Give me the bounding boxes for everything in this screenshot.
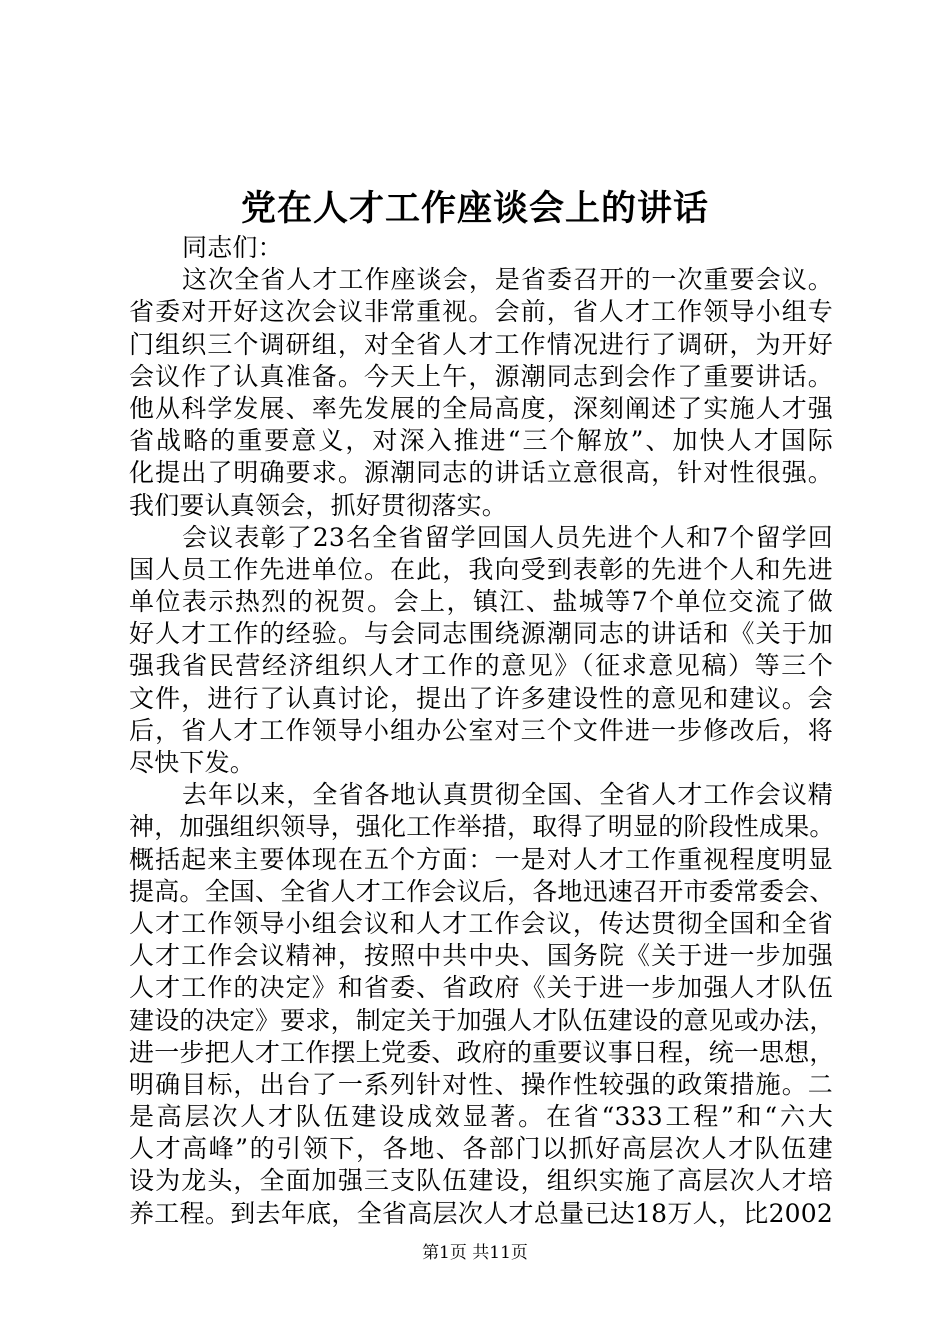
text-line: 后，省人才工作领导小组办公室对三个文件进一步修改后，将 [129,715,833,745]
text-line: 这次全省人才工作座谈会，是省委召开的一次重要会议。 [182,265,833,295]
text-line: 人才高峰”的引领下，各地、各部门以抓好高层次人才队伍建 [129,1134,833,1164]
text-line: 国人员工作先进单位。在此，我向受到表彰的先进个人和先进 [129,554,833,584]
text-line: 单位表示热烈的祝贺。会上，镇江、盐城等7个单位交流了做 [129,587,833,617]
text-line: 他从科学发展、率先发展的全局高度，深刻阐述了实施人才强 [129,393,833,423]
text-line: 明确目标，出台了一系列针对性、操作性较强的政策措施。二 [129,1069,833,1099]
text-line: 是高层次人才队伍建设成效显著。在省“333工程”和“六大 [129,1102,833,1132]
text-line: 去年以来，全省各地认真贯彻全国、全省人才工作会议精 [182,780,833,810]
text-line: 强我省民营经济组织人才工作的意见》（征求意见稿）等三个 [129,651,833,681]
text-line: 省委对开好这次会议非常重视。会前，省人才工作领导小组专 [129,297,833,327]
text-line: 提高。全国、全省人才工作会议后，各地迅速召开市委常委会、 [129,876,835,906]
text-line: 好人才工作的经验。与会同志围绕源潮同志的讲话和《关于加 [129,619,833,649]
text-line: 设为龙头，全面加强三支队伍建设，组织实施了高层次人才培 [129,1166,833,1196]
text-line: 文件，进行了认真讨论，提出了许多建设性的意见和建议。会 [129,683,833,713]
text-line: 养工程。到去年底，全省高层次人才总量已达18万人，比2002 [129,1198,833,1228]
text-line: 我们要认真领会，抓好贯彻落实。 [129,490,508,520]
text-line: 会议表彰了23名全省留学回国人员先进个人和7个留学回 [182,522,833,552]
page-footer: 第1页 共11页 [422,1243,528,1263]
text-line: 人才工作领导小组会议和人才工作会议，传达贯彻全国和全省 [129,908,833,938]
text-line: 同志们： [182,233,283,262]
text-line: 门组织三个调研组，对全省人才工作情况进行了调研，为开好 [129,329,833,359]
text-line: 人才工作的决定》和省委、省政府《关于进一步加强人才队伍 [129,973,833,1003]
text-line: 概括起来主要体现在五个方面：一是对人才工作重视程度明显 [129,844,833,874]
document-title: 党在人才工作座谈会上的讲话 [240,188,709,229]
text-line: 人才工作会议精神，按照中共中央、国务院《关于进一步加强 [129,941,833,971]
text-line: 省战略的重要意义，对深入推进“三个解放”、加快人才国际 [129,426,833,456]
text-line: 会议作了认真准备。今天上午，源潮同志到会作了重要讲话。 [129,361,833,391]
text-line: 尽快下发。 [129,748,256,777]
text-line: 进一步把人才工作摆上党委、政府的重要议事日程，统一思想， [129,1037,835,1067]
document-body [129,232,833,1230]
text-line: 建设的决定》要求，制定关于加强人才队伍建设的意见或办法， [129,1005,835,1035]
text-line: 化提出了明确要求。源潮同志的讲话立意很高，针对性很强。 [129,458,833,488]
text-line: 神，加强组织领导，强化工作举措，取得了明显的阶段性成果。 [129,812,835,842]
